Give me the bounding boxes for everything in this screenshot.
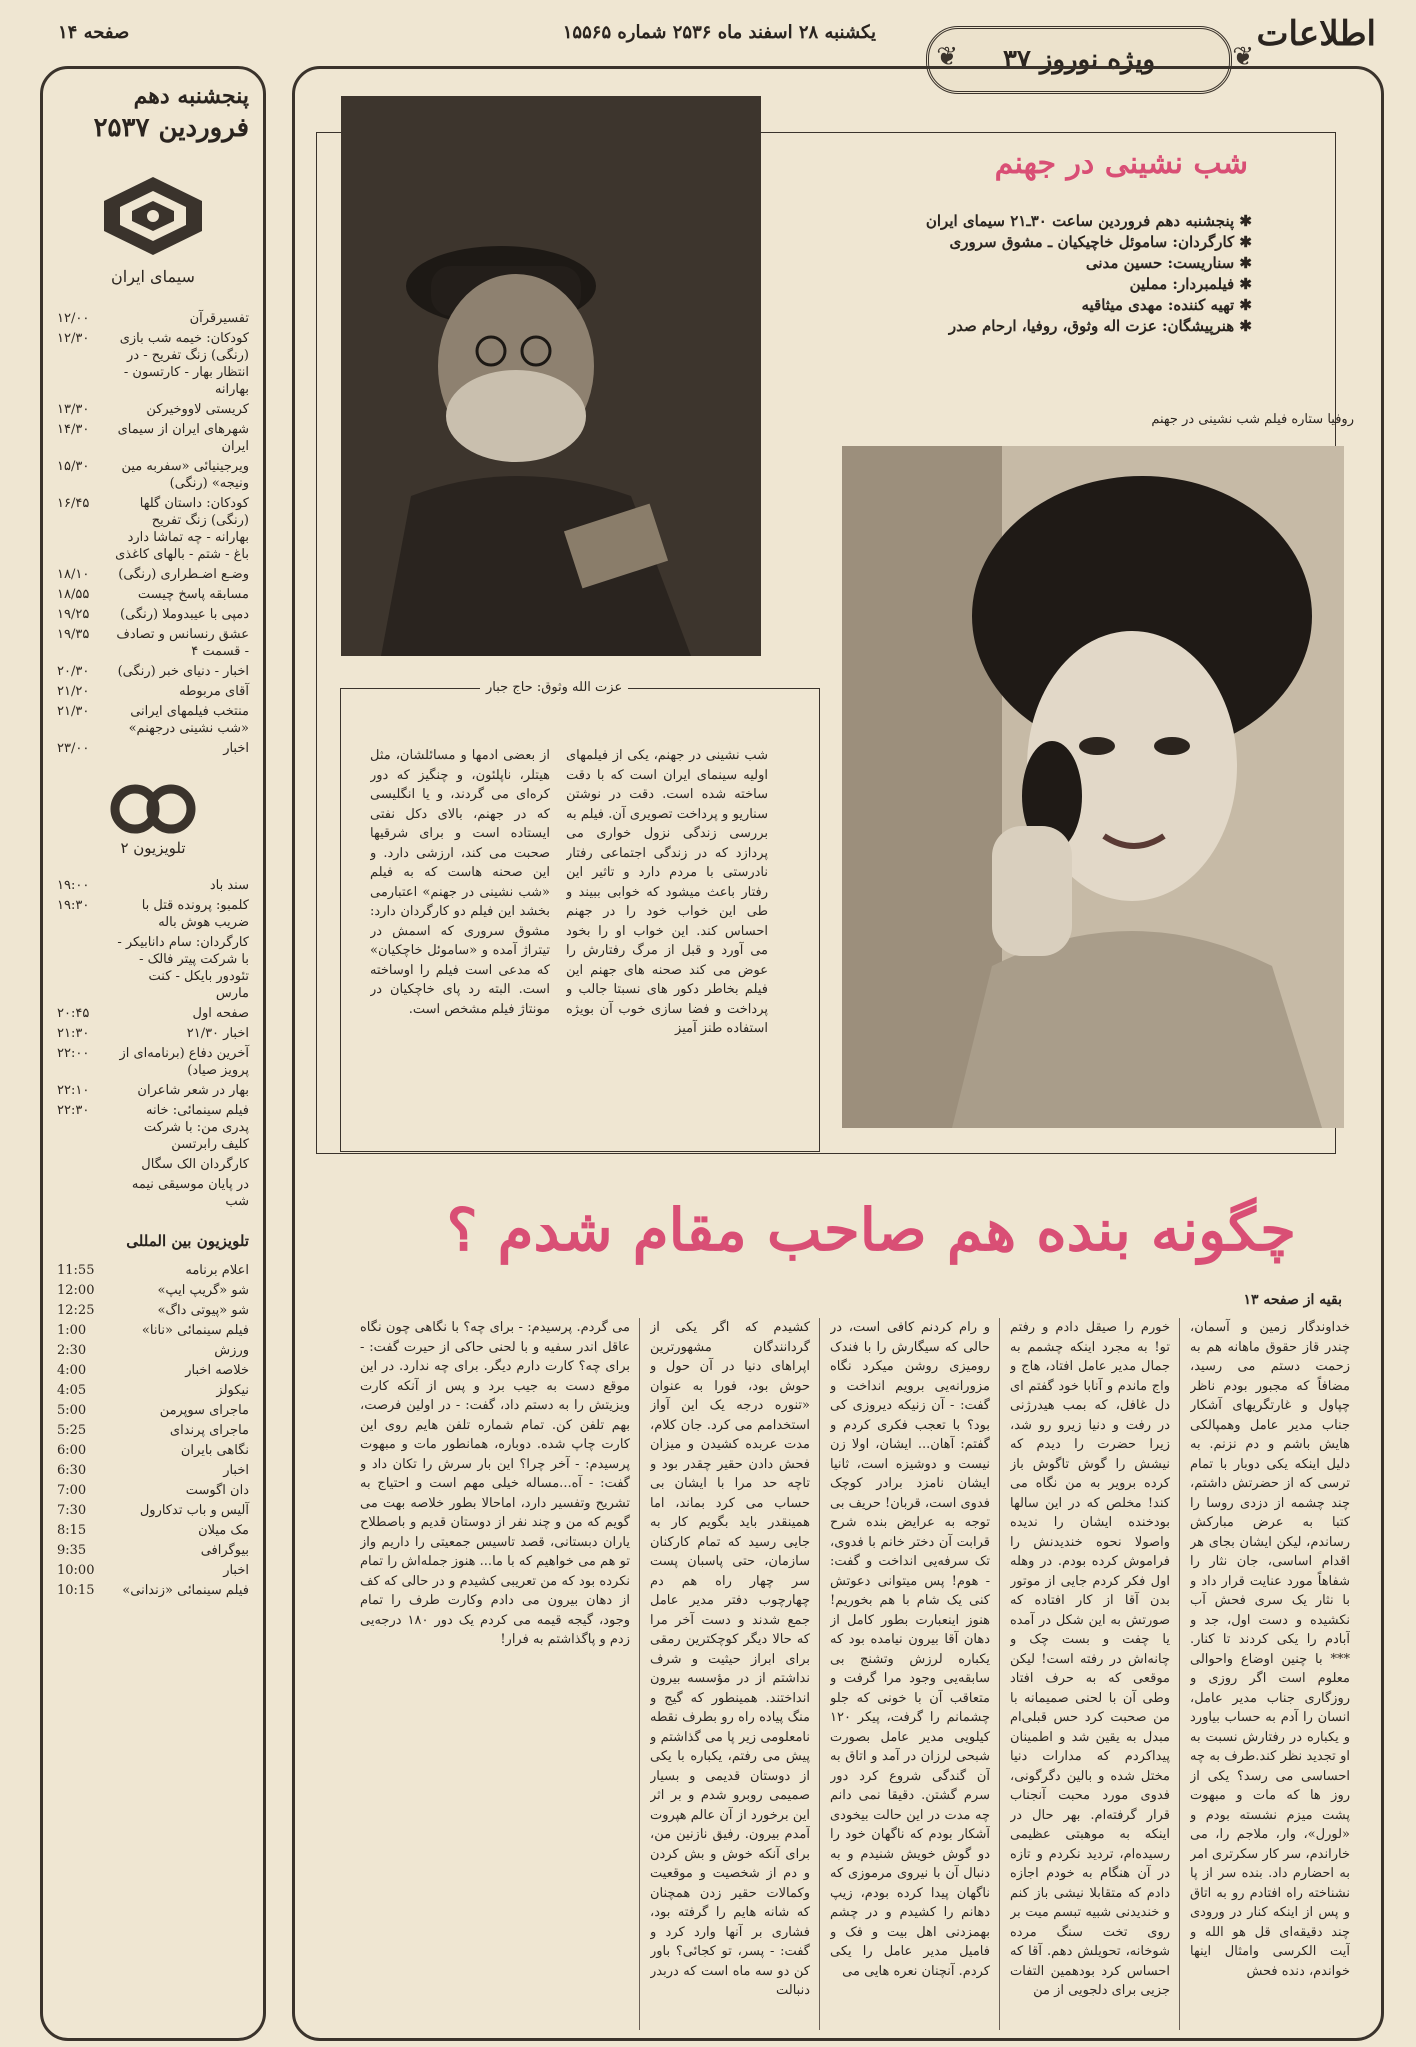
schedule-row [57, 626, 249, 660]
program-title: فیلم سینمائی «نانا» [141, 1323, 249, 1338]
program-time: ۲۲:۳۰ [57, 1103, 90, 1118]
schedule-row [57, 897, 249, 931]
schedule-row [57, 1442, 249, 1459]
schedule-row [57, 1582, 249, 1599]
program-time: 12:25 [57, 1303, 95, 1318]
column-divider [819, 1318, 820, 2030]
schedule-row [57, 1025, 249, 1042]
schedule-row [57, 566, 249, 583]
program-time: 12:00 [57, 1283, 95, 1298]
program-time: 7:00 [57, 1483, 87, 1498]
credit-text: پنجشنبه دهم فروردین ساعت ۳۰ـ۲۱ سیمای ایران [925, 212, 1235, 230]
schedule-row [57, 458, 249, 492]
program-time: 10:15 [57, 1583, 95, 1598]
schedule-row [57, 606, 249, 623]
channel1-schedule [57, 310, 249, 757]
program-time: ۱۹/۳۵ [57, 627, 90, 642]
schedule-row [57, 1176, 249, 1210]
issue-banner-text: ویژه نوروز ۳۷ [1002, 45, 1156, 75]
schedule-row [57, 1482, 249, 1499]
program-time: ۲۰:۴۵ [57, 1006, 90, 1021]
program-title: وضـع اضـطراری (رنگی) [118, 567, 249, 582]
program-title: تفسیرقرآن [189, 311, 249, 326]
schedule-row [57, 703, 249, 737]
credit-text: فیلمبردار: مملین [1129, 275, 1235, 293]
story-column-5: می گردم. پرسیدم: - برای چه؟ با نگاهی چون نگاه عاقل اندر سفیه و با لحنی حاکی از حیرت گفت: - برای چه؟ کارت دارم دیگر. برای چه ندارد. در این موقع دست به جیب برد و پس از آنکه کارت ویزیتش را به دستم داد، گفت: - در اولین فرصت، بهم تلفن کن. تمام شماره تلفن هایم روی این کارت چاپ شده. دوباره، همانطور مات و مبهوت پرسیدم: - آخر چرا؟ این بار سرش را تکان داد و گفت: - آه...مساله خیلی مهم است و احتیاج به تشریح وتفسیر دارد، اماحالا بطور خلاصه بهت می گویم که من و چند نفر از دوستان قدیم و باصطلاح یاران دبستانی، قصد تاسیس جمعیتی را داریم واز تو هم می خواهیم که با ما... هنوز جمله‌اش را تمام نکرده بود که من تعریبی کشیدم و در حالی که کف از دهان بیرون می دادم وکارت طرف را تمام وجود، گیجه قیمه می کردم یک دور ۱۸۰ درجه‌یی زدم و پاگذاشتم به فرار! [360, 1320, 630, 1647]
program-time: 7:30 [57, 1503, 87, 1518]
sidebar-date-line2: فروردین ۲۵۳۷ [93, 113, 249, 143]
program-time: ۲۲:۱۰ [57, 1083, 90, 1098]
review-column-2: از بعضی ادمها و مسائلشان، مثل هیتلر، ناپلئون، و چنگیز که دور کره‌ای می گردند، و یا انگلیسی که در جهنم، بالای دکل نفتی ایستاده است و برای شرقیها صحبت می کند، ارزشی دارد. و این صحنه هاست که به فیلم «شب نشینی در جهنم» اعتبارمی بخشد این فیلم دو کارگردان دارد: مشوق سروری که اسمش در تیتراژ آمده و «ساموئل خاچکیان» که مدعی است فیلم را اوساخته است. البته رد پای خاچکیان در مونتاژ فیلم مشخص است. [370, 748, 550, 1017]
schedule-row [57, 401, 249, 418]
channel2-name: تلویزیون ۲ [120, 839, 186, 857]
story-column-2: خورم را صیقل دادم و رفتم تو! به مجرد اینکه چشمم به جمال مدیر عامل افتاد، هاج و واج ماندم و آنابا خود گفتم ای دل غافل، که بمب هیدرژنی در رفت و دنیا زیرو رو شد، زیرا حضرت را دیدم که نیشش را گوش تاگوش باز کرده برویر به من نگاه می کند! مخلص که در این سالها بودخنده ایشان را ندیده واصولا نحوه خندیدنش را فراموش کرده بودم. در وهله اول فکر کردم جایی از موتور بدن آقا از کار افتاده که صورتش به این شکل در آمده یا چفت و بست چک و چانه‌اش در رفته است! لیکن موقعی که به حرف افتاد وطی آن با لحنی صمیمانه با من صحبت کرد حس قبلی‌ام مبدل به یقین شد و اطمینان پیداکردم که مدارات دنیا مختل شده و بالین دگرگونی، فدوی مورد محبت آنجناب قرار گرفته‌ام. بهر حال در اینکه به موهبتی عظیمی رسیده‌ام، تردید نکردم و تازه در آن هنگام به خودم اجازه دادم که متقابلا نیشی باز کنم و خندیدنی شبیه تبسم میت بر روی تخت سنگ مرده شوخانه، تحویلش دهم. آقا که احساس کرد بودهمین التفات جزیی برای دلجویی از من [1010, 1320, 1170, 1998]
program-title: کارگردان الک سگال [141, 1157, 249, 1172]
credit-text: هنرپیشگان: عزت اله وثوق، روفیا، ارحام صدر [948, 317, 1235, 335]
schedule-row [57, 663, 249, 680]
schedule-row [57, 1422, 249, 1439]
program-time: ۱۸/۱۰ [57, 567, 90, 582]
schedule-row [57, 1362, 249, 1379]
program-title: کارگردان: سام دانابیکر - با شرکت پیتر فالک - تئودور بایکل - کنت مارس [117, 935, 249, 1001]
program-title: در پایان موسیقی نیمه شب [131, 1177, 249, 1209]
channel3-name: تلویزیون بین المللی [126, 1232, 249, 1250]
schedule-row [57, 1322, 249, 1339]
credit-text: کارگردان: ساموئل خاچیکیان ـ مشوق سروری [949, 233, 1235, 251]
program-time: ۲۲:۰۰ [57, 1046, 90, 1061]
schedule-row [57, 495, 249, 563]
program-title: آخرین دفاع (برنامه‌ای از پرویز صیاد) [119, 1046, 249, 1078]
program-title: صفحه اول [192, 1006, 249, 1021]
simaye-iran-logo [98, 173, 208, 259]
credit-line [772, 317, 1252, 335]
program-time: 1:00 [57, 1323, 87, 1338]
program-time [57, 934, 107, 1002]
actress-caption: روفیا ستاره فیلم شب نشینی در جهنم [1151, 412, 1354, 427]
credit-text: سناریست: حسین مدنی [1085, 254, 1235, 272]
schedule-row [57, 740, 249, 757]
program-title: کودکان: داستان گلها (رنگی) زنگ تفریح بهارانه - چه تماشا دارد باغ - شتم - بالهای کاغذی [115, 496, 249, 562]
story-column-4: کشیدم که اگر یکی از گردانندگان مشهورترین اپراهای دنیا در آن حول و حوش بود، فورا به عنوان «تنوره درجه یک این آواز استخدامم می کرد. جان کلام، مدت عربده کشیدن و میزان فحش دادن حقیر چقدر بود و تاچه حد مرا با ایشان بی حساب می کرد بماند، اما همینقدر باید بگویم کار به جایی رسید که تمام کارکنان سازمان، حتی پاسبان پست سر چهار راه هم دم چهارچوب دفتر مدیر عامل جمع شدند و دست آخر مرا که حالا دیگر کوچکترین رمقی برای ابراز حیثیت و شرف نداشتم از در مؤسسه بیرون انداختند. همینطور که گیج و منگ پیاده راه رو بطرف نقطه نامعلومی زیر پا می گذاشتم و پیش می رفتم، یکباره با یکی از دوستان قدیمی و بسیار صمیمی روبرو شدم و بر اثر این برخورد از آن عالم هپروت آمدم بیرون. رفیق نازنین من، برای آنکه خوش و بش کردن و دم از شخصیت و موقعیت وکمالات حقیر زدن همچنان که شانه هایم را گرفته بود، فشاری بر آنها وارد کرد و گفت: - پسر، تو کجائی؟ باور کن دو سه ماه است که دربدر دنبالت [650, 1320, 810, 1998]
story-column-1: خداوندگار زمین و آسمان، چندر قاز حقوق ماهانه هم به زحمت دستم می رسید، مضافاً که مجبور بودم ناظر چپاول و غارتگریهای آشکار جناب مدیر عامل وهمپالکی هایش باشم و دم نزنم. به دلیل اینکه یکی دوبار با تمام ترسی که از حضرتش داشتم، چند چشمه از دزدی روسا را کتبا به عرض مبارکش رساندم، لیکن ایشان بجای هر اقدام اساسی، جان نثار را شفاهاً مورد عنایت قرار داد و با نثار یک سری فحش آب نکشیده و دست اول، جد و آبادم را یکی کردند تا کنار. *** با چنین اوضاع واحوالی معلوم است اگر روزی و روزگاری جناب مدیر عامل، انسان را آدم به حساب بیاورد و یکباره در رفتارش نسبت به او تجدید نظر کند.طرف به چه احساسی می رسد؟ یکی از روز ها که مات و مبهوت پشت میزم نشسته بودم و «لورل»، وار، ملاجم را، می خاراندم، سر کار سکرتری امر به احضارم داد. بنده سر از پا نشناخته راه افتادم رو به اتاق و پس از اینکه کنار در ورودی چند دقیقه‌ای قل هو الله و آیت الکرسی وامثال اینها خواندم، دنده فحش [1190, 1320, 1350, 1979]
continued-from: بقیه از صفحه ۱۳ [1243, 1292, 1342, 1308]
channel2-schedule [57, 877, 249, 1210]
program-title: آلیس و باب تدکارول [139, 1503, 249, 1518]
schedule-row [57, 1382, 249, 1399]
schedule-row [57, 1102, 249, 1153]
schedule-row [57, 421, 249, 455]
program-time: 6:30 [57, 1463, 87, 1478]
program-time: 4:05 [57, 1383, 87, 1398]
program-time: 9:35 [57, 1543, 87, 1558]
program-title: ماجرای پرندای [169, 1423, 249, 1438]
credit-line [772, 296, 1252, 314]
program-time: ۱۹:۰۰ [57, 878, 90, 893]
column-divider [1179, 1318, 1180, 2030]
program-title: اعلام برنامه [185, 1263, 249, 1278]
program-time: ۱۸/۵۵ [57, 587, 90, 602]
program-time: 11:55 [57, 1263, 95, 1278]
program-title: اخبار [223, 741, 249, 756]
channel3-schedule [57, 1262, 249, 1599]
program-time: ۲۱/۳۰ [57, 704, 90, 719]
schedule-row [57, 877, 249, 894]
program-time [57, 1176, 107, 1210]
program-title: خلاصه اخبار [185, 1363, 249, 1378]
banner-ornament-left: ❦ [1232, 42, 1254, 72]
program-title: اخبار [223, 1563, 249, 1578]
film-credits [772, 212, 1252, 338]
channel1-name: سیمای ایران [111, 267, 195, 286]
program-title: ویرجینیائی «سفربه مین ونیجه» (رنگی) [121, 459, 249, 491]
program-title: کلمبو: پرونده قتل با ضریب هوش باله [141, 898, 249, 930]
program-time: ۱۹:۳۰ [57, 898, 90, 913]
program-time: ۱۴/۳۰ [57, 422, 90, 437]
program-title: اخبار ۲۱/۳۰ [186, 1026, 249, 1041]
program-time: 5:00 [57, 1403, 87, 1418]
program-title: منتخب فیلمهای ایرانی «شب نشینی درجهنم» [128, 704, 249, 736]
program-time: 6:00 [57, 1443, 87, 1458]
schedule-row [57, 1262, 249, 1279]
program-title: کودکان: خیمه شب بازی (رنگی) زنگ تفریح - در انتظار بهار - کارتسون - بهارانه [119, 331, 249, 397]
program-time: ۲۳/۰۰ [57, 741, 90, 756]
schedule-row [57, 1542, 249, 1559]
schedule-row [57, 1522, 249, 1539]
program-time: 8:15 [57, 1523, 87, 1538]
schedule-row [57, 330, 249, 398]
schedule-row [57, 310, 249, 327]
credit-line [772, 212, 1252, 230]
schedule-row [57, 1302, 249, 1319]
program-title: ورزش [214, 1343, 249, 1358]
dateline: یکشنبه ۲۸ اسفند ماه ۲۵۳۶ شماره ۱۵۵۶۵ [562, 22, 876, 43]
program-time: ۱۹/۲۵ [57, 607, 90, 622]
program-title: فیلم سینمائی «زندانی» [122, 1583, 249, 1598]
program-title: فیلم سینمائی: خانه پدری من: با شرکت کلیف رابرتسن [143, 1103, 249, 1152]
program-time: 5:25 [57, 1423, 87, 1438]
schedule-row [57, 1156, 249, 1173]
program-time: 4:00 [57, 1363, 87, 1378]
credit-line [772, 275, 1252, 293]
program-time: ۱۲/۰۰ [57, 311, 90, 326]
program-time: ۱۳/۳۰ [57, 402, 90, 417]
schedule-row [57, 1082, 249, 1099]
sidebar-date-line1: پنجشنبه دهم [133, 83, 249, 109]
schedule-row [57, 934, 249, 1002]
tv-schedule-sidebar [40, 66, 266, 2041]
column-divider [639, 1318, 640, 2030]
program-title: مک میلان [198, 1523, 249, 1538]
program-title: نیکولز [216, 1383, 249, 1398]
story-column-3: و رام کردنم کافی است، در حالی که سیگارش را با فندک رومیزی روشن میکرد نگاه مزورانه‌یی برویم انداخت و گفت: - آن زنیکه دیروزی کی بود؟ با تعجب فکری کردم و گفتم: آهان... ایشان، اولا زن نیست و دوشیزه است، ثانیا ایشان نامزد برادر کوچک فدوی است، قربان! حریف بی توجه به عرایض بنده شرح قرابت آن دختر خانم با فدوی، تک سرفه‌یی انداخت و گفت: - هوم! پس میتوانی دعوتش کنی یک شام با هم بخوریم! هنوز اینعبارت بطور کامل از دهان آقا بیرون نیامده بود که یکباره لرزش وتشنج بی سابقه‌یی وجود مرا گرفت و متعاقب آن با خونی که جلو چشمانم را گرفت، پیکر ۱۲۰ کیلویی مدیر عامل بصورت شبحی لرزان در آمد و اتاق به آن گندگی شروع کرد دور سرم گشتن. دقیقا نمی دانم چه مدت در این حالت بیخودی آشکار بودم که ناگهان خود را دو گوش خویش شنیدم و به دنبال آن با نیروی مرموزی که ناگهان پیدا کرده بودم، زیپ دهانم را کشیدم و در چشم بهمزدنی اهل بیت و فک و فامیل مدیر عامل را یکی کردم. آنچنان نعره هایی می [830, 1320, 990, 1979]
program-time: ۲۰/۳۰ [57, 664, 90, 679]
program-time: ۱۵/۳۰ [57, 459, 90, 474]
program-time: ۱۲/۳۰ [57, 331, 90, 346]
credit-line [772, 233, 1252, 251]
program-title: نگاهی بایران [180, 1443, 249, 1458]
actress-photo [842, 446, 1344, 1128]
schedule-row [57, 1005, 249, 1022]
review-column-1: شب نشینی در جهنم، یکی از فیلمهای اولیه سینمای ایران است که با دقت ساخته شده است. دقت در نوشتن سناریو و پرداخت تصویری آن. فیلم به بررسی زندگی نزول خواری می پردازد که در زندگی اجتماعی رفتار نادرستی با مردم دارد و تاثیر این رفتار باعث میشود که خوابی ببیند و طی این خواب خود را در جهنم احساس کند. این خواب او را بخود می آورد و قبل از مرگ رفتارش را عوض می کند صحنه های جهنم این فیلم بخاطر دکور های نسبتا جالب و پرداخت و فضا سازی خوب آن بویژه استفاده طنز آمیز [566, 748, 768, 1036]
newspaper-logo: اطلاعات [1256, 14, 1376, 54]
actor-caption: عزت الله وثوق: حاج جبار [480, 680, 628, 695]
program-title: بهار در شعر شاعران [137, 1083, 249, 1098]
program-title: سند باد [209, 878, 249, 893]
credit-text: تهیه کننده: مهدی میثاقیه [1081, 296, 1235, 314]
program-title: ماجرای سوپرمن [159, 1403, 249, 1418]
program-time [57, 1156, 107, 1173]
actor-photo [341, 96, 761, 656]
program-title: شهرهای ایران از سیمای ایران [117, 422, 249, 454]
program-title: شو «گریپ ایپ» [157, 1283, 249, 1298]
program-title: دان اگوست [185, 1483, 249, 1498]
schedule-row [57, 1045, 249, 1079]
story-headline: چگونه بنده هم صاحب مقام شدم ؟ [446, 1196, 1296, 1264]
schedule-row [57, 1502, 249, 1519]
program-title: شو «پیوتی داگ» [157, 1303, 249, 1318]
column-divider [999, 1318, 1000, 2030]
program-time: 10:00 [57, 1563, 95, 1578]
program-time: 2:30 [57, 1343, 87, 1358]
banner-ornament-right: ❦ [936, 42, 958, 72]
credit-line [772, 254, 1252, 272]
program-title: اخبار [223, 1463, 249, 1478]
program-title: عشق رنسانس و تصادف - قسمت ۴ [116, 627, 249, 659]
schedule-row [57, 1282, 249, 1299]
program-title: کریستی لاووخیرکن [146, 402, 249, 417]
program-time: ۲۱:۳۰ [57, 1026, 90, 1041]
film-title: شب نشینی در جهنم [994, 146, 1248, 181]
schedule-row [57, 586, 249, 603]
schedule-row [57, 1342, 249, 1359]
tv2-logo [105, 783, 201, 835]
schedule-row [57, 1402, 249, 1419]
schedule-row [57, 1462, 249, 1479]
program-time: ۱۶/۴۵ [57, 496, 90, 511]
page-number: صفحه ۱۴ [58, 22, 130, 43]
program-title: اخبار - دنیای خبر (رنگی) [117, 664, 249, 679]
program-title: دمپی با عیبدوملا (رنگی) [120, 607, 249, 622]
program-title: آقای مربوطه [179, 684, 249, 699]
program-title: بیوگرافی [200, 1543, 249, 1558]
program-title: مسابقه پاسخ چیست [137, 587, 249, 602]
program-time: ۲۱/۲۰ [57, 684, 90, 699]
schedule-row [57, 683, 249, 700]
schedule-row [57, 1562, 249, 1579]
